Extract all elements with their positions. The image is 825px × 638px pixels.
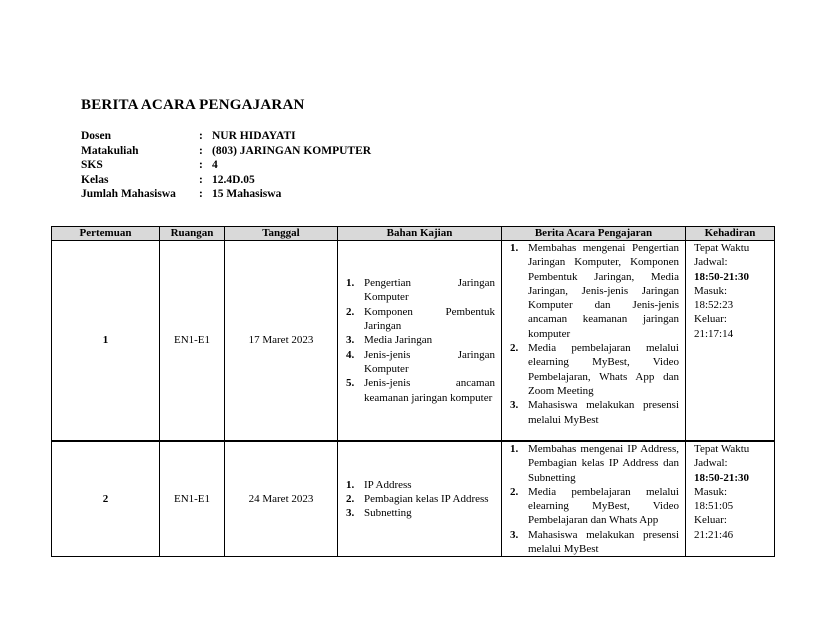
header-ruangan: Ruangan: [160, 227, 225, 241]
item-number: 4.: [346, 348, 355, 361]
kehadiran-jadwal: 18:50-21:30: [694, 270, 749, 283]
list-item: [346, 478, 495, 492]
item-number: 5.: [346, 377, 355, 390]
info-row-matakuliah: [81, 144, 371, 159]
cell-ruangan: EN1-E1: [160, 241, 225, 442]
item-number: 3.: [346, 334, 355, 347]
cell-pertemuan: 1: [52, 241, 160, 442]
item-text: Mahasiswa melakukan presensi melalui MyBest: [528, 399, 679, 426]
item-text: Subnetting: [364, 507, 412, 520]
info-label: Dosen: [81, 130, 112, 142]
item-number: 3.: [510, 528, 519, 541]
cell-pertemuan: 2: [52, 441, 160, 557]
item-text: Pengertian Jaringan Komputer: [364, 277, 495, 304]
list-item: [510, 528, 679, 557]
item-text: Mahasiswa melakukan presensi melalui MyBest: [528, 528, 679, 556]
header-bahan-kajian: Bahan Kajian: [338, 227, 502, 241]
kehadiran-masuk: 18:52:23: [694, 299, 734, 312]
list-item: [346, 276, 495, 305]
item-text: Media pembelajaran melalui elearning MyBest, Video Pembelajaran, Whats App dan Zoom Meeting: [528, 342, 679, 397]
item-number: 1.: [346, 277, 355, 290]
kehadiran-masuk-label: Masuk:: [694, 485, 727, 498]
header-kehadiran: Kehadiran: [686, 227, 775, 241]
cell-tanggal: 24 Maret 2023: [225, 441, 338, 557]
list-item: [510, 398, 679, 427]
item-text: Jenis-jenis Jaringan Komputer: [364, 348, 495, 375]
item-number: 2.: [510, 485, 519, 498]
item-number: 1.: [346, 478, 355, 491]
cell-bahan-kajian: [338, 241, 502, 442]
cell-kehadiran: [686, 241, 775, 442]
item-number: 3.: [510, 399, 519, 412]
list-item: [346, 305, 495, 334]
cell-ruangan: EN1-E1: [160, 441, 225, 557]
cell-berita-acara: [502, 241, 686, 442]
header-pertemuan: Pertemuan: [52, 227, 160, 241]
cell-tanggal: 17 Maret 2023: [225, 241, 338, 442]
info-row-sks: [81, 158, 371, 173]
list-item: [510, 442, 679, 485]
list-item: [346, 506, 495, 520]
item-number: 2.: [346, 305, 355, 318]
item-number: 1.: [510, 443, 519, 455]
kehadiran-keluar-label: Keluar:: [694, 514, 727, 527]
item-text: Komponen Pembentuk Jaringan: [364, 305, 495, 333]
list-item: [510, 241, 679, 341]
cell-berita-acara: [502, 441, 686, 557]
list-item: [510, 485, 679, 528]
item-text: IP Address: [364, 478, 412, 491]
info-separator: :: [199, 159, 203, 171]
cell-bahan-kajian: [338, 441, 502, 557]
cell-kehadiran: [686, 441, 775, 557]
info-value: (803) JARINGAN KOMPUTER: [212, 144, 372, 157]
list-item: [346, 492, 495, 506]
info-value: NUR HIDAYATI: [212, 130, 296, 142]
kehadiran-jadwal-label: Jadwal:: [694, 457, 728, 470]
kehadiran-keluar: 21:21:46: [694, 528, 734, 541]
kehadiran-status: Tepat Waktu: [694, 443, 750, 455]
info-value: 15 Mahasiswa: [212, 188, 282, 200]
item-text: Membahas mengenai Pengertian Jaringan Komputer, Komponen Pembentuk Jaringan, Media Jaringan, Jenis-jenis Jaringan Komputer dan Jenis-jenis ancaman keamanan jaringan komputer: [528, 242, 679, 340]
info-label: Matakuliah: [81, 144, 139, 157]
info-separator: :: [199, 173, 203, 186]
list-item: [346, 348, 495, 377]
header-tanggal: Tanggal: [225, 227, 338, 241]
kehadiran-status: Tepat Waktu: [694, 242, 750, 254]
item-number: 2.: [510, 342, 519, 355]
info-value: 12.4D.05: [212, 173, 255, 186]
table-row: [52, 441, 775, 557]
item-number: 3.: [346, 507, 355, 520]
info-label: SKS: [81, 159, 103, 171]
kehadiran-masuk: 18:51:05: [694, 500, 734, 513]
info-row-jumlah-mahasiswa: [81, 187, 371, 202]
item-number: 1.: [510, 242, 519, 254]
table-row: [52, 241, 775, 442]
table-header-row: [52, 227, 775, 241]
course-info: [81, 129, 371, 202]
item-text: Jenis-jenis ancaman keamanan jaringan komputer: [364, 377, 495, 404]
item-text: Membahas mengenai IP Address, Pembagian kelas IP Address dan Subnetting: [528, 443, 679, 484]
info-row-dosen: [81, 129, 371, 144]
item-text: Media pembelajaran melalui elearning MyBest, Video Pembelajaran dan Whats App: [528, 485, 679, 527]
kehadiran-jadwal: 18:50-21:30: [694, 471, 749, 484]
info-label: Jumlah Mahasiswa: [81, 188, 176, 200]
item-text: Pembagian kelas IP Address: [364, 493, 489, 506]
kehadiran-keluar-label: Keluar:: [694, 313, 727, 326]
info-separator: :: [199, 130, 203, 142]
item-number: 2.: [346, 493, 355, 506]
attendance-table: [51, 226, 775, 557]
document-title: BERITA ACARA PENGAJARAN: [81, 97, 305, 113]
header-berita-acara: Berita Acara Pengajaran: [502, 227, 686, 241]
info-row-kelas: [81, 173, 371, 188]
info-value: 4: [212, 159, 218, 171]
info-separator: :: [199, 144, 203, 157]
kehadiran-jadwal-label: Jadwal:: [694, 256, 728, 269]
list-item: [510, 341, 679, 398]
item-text: Media Jaringan: [364, 334, 433, 347]
kehadiran-masuk-label: Masuk:: [694, 284, 727, 297]
info-label: Kelas: [81, 173, 109, 186]
list-item: [346, 376, 495, 405]
kehadiran-keluar: 21:17:14: [694, 327, 734, 340]
list-item: [346, 333, 495, 347]
info-separator: :: [199, 188, 203, 200]
